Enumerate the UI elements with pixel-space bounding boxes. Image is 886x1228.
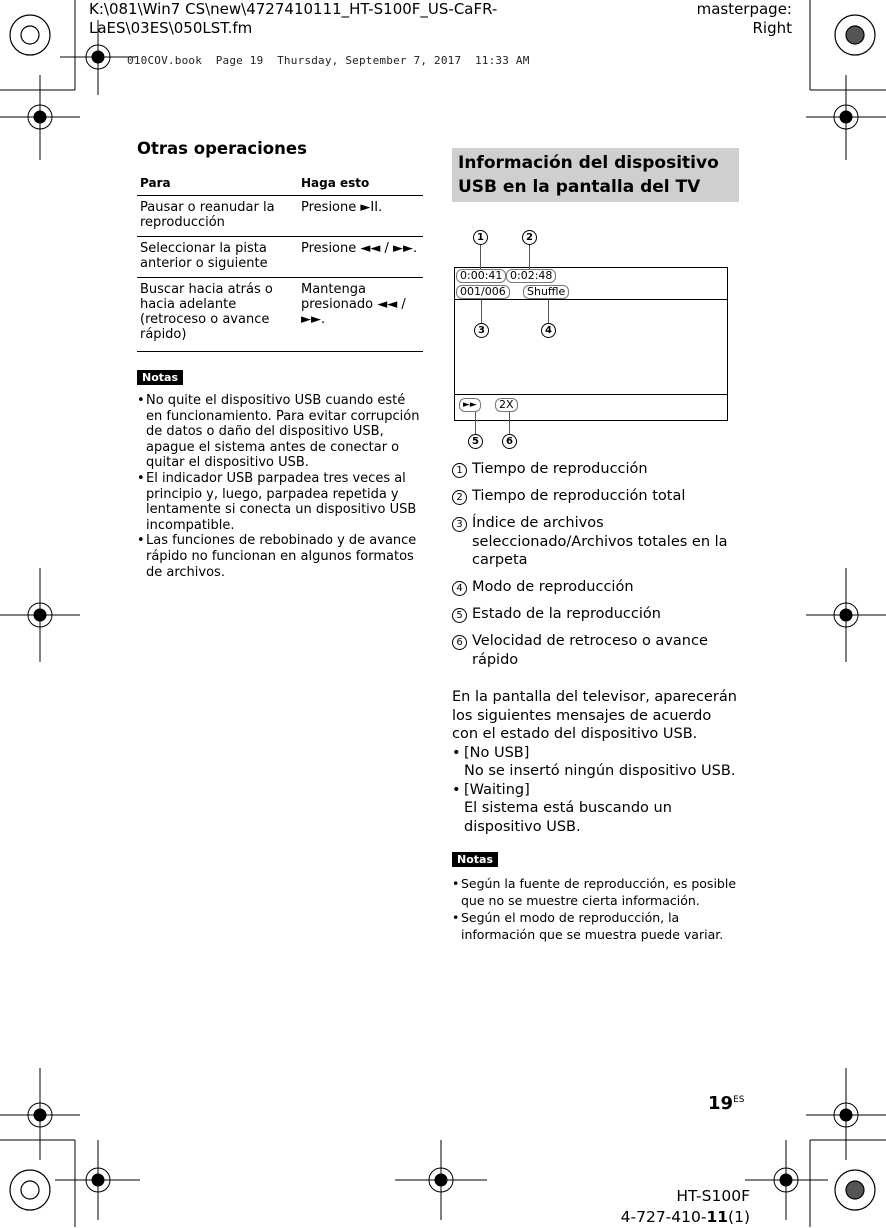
- file-path-line1: K:\081\Win7 CS\new\4727410111_HT-S100F_US-CaFR-: [89, 0, 498, 18]
- legend-item: [452, 578, 737, 597]
- file-path-line2: LaES\03ES\050LST.fm: [89, 19, 253, 37]
- section-title: Otras operaciones: [137, 139, 307, 158]
- model-info: [621, 1186, 750, 1228]
- cell: Mantenga presionado ◄◄ / ►►.: [298, 278, 423, 352]
- legend-item: [452, 605, 737, 624]
- legend-item: [452, 514, 737, 570]
- masterpage-value: Right: [752, 19, 792, 37]
- section-title: Información del dispositivo USB en la pantalla del TV: [452, 148, 739, 202]
- file-index: 001/006: [456, 285, 510, 299]
- message-label: • [Waiting]: [464, 781, 530, 798]
- item-number: 3: [452, 517, 467, 532]
- operations-table: [137, 172, 423, 352]
- notes-label: Notas: [137, 370, 183, 385]
- play-status: ►►: [459, 398, 481, 412]
- table-row: [137, 278, 423, 352]
- legend-item: [452, 632, 737, 669]
- cell: Seleccionar la pista anterior o siguiente: [137, 237, 298, 278]
- legend-list: [452, 460, 737, 943]
- callout-1: 1: [473, 230, 488, 245]
- table-row: [137, 237, 423, 278]
- masterpage: [697, 0, 792, 38]
- message-label: • [No USB]: [464, 744, 530, 761]
- page-suffix: ES: [733, 1095, 745, 1105]
- callout-4: 4: [541, 323, 556, 338]
- callout-3: 3: [474, 323, 489, 338]
- item-text: Índice de archivos seleccionado/Archivos totales en la carpeta: [472, 515, 728, 568]
- item-text: Estado de la reproducción: [472, 606, 661, 622]
- column-header: Haga esto: [298, 172, 423, 196]
- masterpage-label: masterpage:: [696, 0, 792, 18]
- left-column: [137, 139, 423, 580]
- callout-6: 6: [502, 434, 517, 449]
- item-number: 6: [452, 635, 467, 650]
- messages-list: [452, 744, 737, 837]
- message-desc: El sistema está buscando un dispositivo USB.: [464, 800, 672, 835]
- item-number: 1: [452, 463, 467, 478]
- item-number: 4: [452, 581, 467, 596]
- item-text: Tiempo de reproducción total: [472, 488, 686, 504]
- cell: Buscar hacia atrás o hacia adelante (retroceso o avance rápido): [137, 278, 298, 352]
- page-number: [708, 1093, 744, 1114]
- message-desc: No se insertó ningún dispositivo USB.: [464, 763, 736, 779]
- item-text: Tiempo de reproducción: [472, 461, 648, 477]
- model-name: HT-S100F: [676, 1187, 750, 1205]
- play-mode: Shuffle: [523, 285, 569, 299]
- code-suffix: (1): [728, 1208, 750, 1226]
- speed: 2X: [495, 398, 518, 412]
- item-text: Modo de reproducción: [472, 579, 634, 595]
- message-item: [452, 781, 737, 837]
- table-row: [137, 196, 423, 237]
- item-number: 2: [452, 490, 467, 505]
- message-item: [452, 744, 737, 781]
- note: • Según el modo de reproducción, la información que se muestra puede variar.: [452, 909, 737, 943]
- file-path: [89, 0, 497, 38]
- notes-label: Notas: [452, 852, 498, 867]
- cell: Pausar o reanudar la reproducción: [137, 196, 298, 237]
- legend-item: [452, 487, 737, 506]
- page-number-value: 19: [708, 1093, 734, 1114]
- code-prefix: 4-727-410-: [620, 1208, 707, 1226]
- code-bold: 11: [706, 1208, 729, 1226]
- callout-2: 2: [522, 230, 537, 245]
- tv-screen-diagram: [440, 225, 740, 455]
- intro-text: En la pantalla del televisor, aparecerán los siguientes mensajes de acuerdo con el estado del dispositivo USB.: [452, 689, 737, 742]
- notes-list: [452, 875, 737, 943]
- elapsed-time: 0:00:41: [456, 269, 506, 283]
- note: • Las funciones de rebobinado y de avance rápido no funcionan en algunos formatos de archivos.: [137, 533, 421, 580]
- item-text: Velocidad de retroceso o avance rápido: [472, 633, 708, 668]
- book-info: 010COV.book Page 19 Thursday, September 7, 2017 11:33 AM: [127, 54, 530, 67]
- callout-5: 5: [468, 434, 483, 449]
- note: • No quite el dispositivo USB cuando esté en funcionamiento. Para evitar corrupción de datos o daño del dispositivo USB, apague el sistema antes de conectar o quitar el dispositivo USB.: [137, 393, 421, 471]
- column-header: Para: [137, 172, 298, 196]
- cell: Presione ◄◄ / ►►.: [298, 237, 423, 278]
- note: • Según la fuente de reproducción, es posible que no se muestre cierta información.: [452, 875, 737, 909]
- part-code: [621, 1207, 750, 1228]
- item-number: 5: [452, 608, 467, 623]
- legend-item: [452, 460, 737, 479]
- total-time: 0:02:48: [506, 269, 556, 283]
- cell: Presione ►II.: [298, 196, 423, 237]
- note: • El indicador USB parpadea tres veces al principio y, luego, parpadea repetida y lentamente si conecta un dispositivo USB incompatible.: [137, 471, 421, 533]
- notes-list: [137, 393, 421, 580]
